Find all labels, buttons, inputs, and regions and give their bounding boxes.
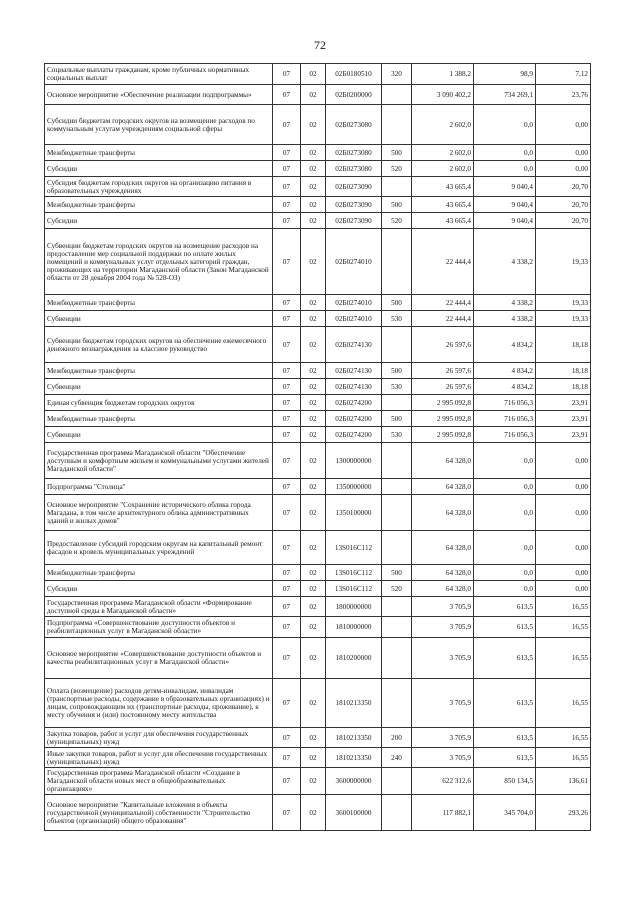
approved-amount: 64 328,0: [412, 479, 474, 495]
table-row: [45, 411, 591, 427]
executed-amount: 4 834,2: [474, 379, 536, 395]
table-row: [45, 295, 591, 311]
executed-amount: 613,5: [474, 638, 536, 679]
row-name: Государственная программа Магаданской области «Формирование доступной среды в Магаданской области»: [45, 597, 273, 617]
expense-type-code: [382, 229, 412, 295]
section-code: 07: [273, 145, 301, 161]
expense-type-code: 520: [382, 213, 412, 229]
table-row: [45, 85, 591, 105]
subsection-code: 02: [301, 395, 326, 411]
table-row: [45, 597, 591, 617]
subsection-code: 02: [301, 617, 326, 638]
section-code: 07: [273, 581, 301, 597]
execution-percent: 20,70: [536, 197, 591, 213]
row-name: Субвенции: [45, 427, 273, 443]
section-code: 07: [273, 479, 301, 495]
subsection-code: 02: [301, 177, 326, 197]
execution-percent: 19,33: [536, 229, 591, 295]
subsection-code: 02: [301, 161, 326, 177]
approved-amount: 3 705,9: [412, 638, 474, 679]
executed-amount: 0,0: [474, 565, 536, 581]
row-name: Субсидии: [45, 161, 273, 177]
table-row: [45, 64, 591, 85]
target-article-code: 02Б0274200: [326, 411, 382, 427]
table-row: [45, 363, 591, 379]
approved-amount: 64 328,0: [412, 581, 474, 597]
target-article-code: 1350000000: [326, 479, 382, 495]
row-name: Государственная программа Магаданской области "Обеспечение доступным и комфортным жильем и коммунальными услугами жителей Магаданской области": [45, 443, 273, 479]
budget-table: [44, 63, 591, 831]
executed-amount: 0,0: [474, 105, 536, 145]
table-row: [45, 105, 591, 145]
table-row: [45, 531, 591, 565]
row-name: Основное мероприятие «Совершенствование доступности объектов и качества реабилитационных услуг в Магаданской области»: [45, 638, 273, 679]
target-article-code: 1810213350: [326, 748, 382, 768]
subsection-code: 02: [301, 638, 326, 679]
table-row: [45, 617, 591, 638]
expense-type-code: [382, 177, 412, 197]
executed-amount: 9 040,4: [474, 213, 536, 229]
execution-percent: 0,00: [536, 145, 591, 161]
subsection-code: 02: [301, 581, 326, 597]
subsection-code: 02: [301, 597, 326, 617]
target-article-code: 02Б0274130: [326, 363, 382, 379]
section-code: 07: [273, 411, 301, 427]
approved-amount: 3 705,9: [412, 728, 474, 748]
row-name: Субвенции: [45, 311, 273, 327]
subsection-code: 02: [301, 105, 326, 145]
table-row: [45, 213, 591, 229]
subsection-code: 02: [301, 768, 326, 795]
section-code: 07: [273, 531, 301, 565]
executed-amount: 716 056,3: [474, 411, 536, 427]
subsection-code: 02: [301, 748, 326, 768]
expense-type-code: 240: [382, 748, 412, 768]
target-article-code: 1300000000: [326, 443, 382, 479]
row-name: Оплата (возмещение) расходов детям-инвалидам, инвалидам (транспортные расходы, содержание в образовательных организациях) и лицам, сопровождающим их (транспортные расходы, проживание), к месту обучения и (или) постоянному месту жительства: [45, 679, 273, 728]
executed-amount: 613,5: [474, 597, 536, 617]
expense-type-code: 200: [382, 728, 412, 748]
subsection-code: 02: [301, 311, 326, 327]
target-article-code: 1810200000: [326, 638, 382, 679]
target-article-code: 02Б0274200: [326, 395, 382, 411]
subsection-code: 02: [301, 795, 326, 831]
executed-amount: 734 269,1: [474, 85, 536, 105]
table-row: [45, 427, 591, 443]
target-article-code: 02Б0274010: [326, 311, 382, 327]
expense-type-code: [382, 105, 412, 145]
executed-amount: 613,5: [474, 748, 536, 768]
expense-type-code: 500: [382, 295, 412, 311]
subsection-code: 02: [301, 295, 326, 311]
approved-amount: 3 090 402,2: [412, 85, 474, 105]
subsection-code: 02: [301, 411, 326, 427]
execution-percent: 0,00: [536, 105, 591, 145]
table-row: [45, 161, 591, 177]
subsection-code: 02: [301, 427, 326, 443]
row-name: Государственная программа Магаданской области «Создание в Магаданской области новых мест в общеобразовательных организациях»: [45, 768, 273, 795]
subsection-code: 02: [301, 479, 326, 495]
section-code: 07: [273, 427, 301, 443]
row-name: Подпрограмма «Совершенствование доступности объектов и реабилитационных услуг в Магаданской области»: [45, 617, 273, 638]
executed-amount: 716 056,3: [474, 427, 536, 443]
approved-amount: 64 328,0: [412, 531, 474, 565]
execution-percent: 16,55: [536, 597, 591, 617]
approved-amount: 3 705,9: [412, 679, 474, 728]
table-row: [45, 197, 591, 213]
target-article-code: 1350100000: [326, 495, 382, 531]
expense-type-code: [382, 531, 412, 565]
section-code: 07: [273, 795, 301, 831]
target-article-code: 02Б0273090: [326, 177, 382, 197]
table-row: [45, 638, 591, 679]
section-code: 07: [273, 295, 301, 311]
target-article-code: 02Б0273090: [326, 197, 382, 213]
execution-percent: 16,55: [536, 728, 591, 748]
target-article-code: 1810213350: [326, 679, 382, 728]
expense-type-code: [382, 395, 412, 411]
target-article-code: 02Б0274200: [326, 427, 382, 443]
executed-amount: 613,5: [474, 679, 536, 728]
section-code: 07: [273, 363, 301, 379]
subsection-code: 02: [301, 327, 326, 363]
row-name: Социальные выплаты гражданам, кроме публичных нормативных социальных выплат: [45, 64, 273, 85]
row-name: Субвенции бюджетам городских округов на возмещение расходов на предоставление мер социальной поддержки по оплате жилых помещений и коммунальных услуг отдельных категорий граждан, проживающих на территории Магаданской области (Закон Магаданской области от 28 декабря 2004 года № 528-ОЗ): [45, 229, 273, 295]
executed-amount: 0,0: [474, 145, 536, 161]
expense-type-code: [382, 443, 412, 479]
execution-percent: 23,76: [536, 85, 591, 105]
execution-percent: 18,18: [536, 327, 591, 363]
expense-type-code: [382, 795, 412, 831]
subsection-code: 02: [301, 379, 326, 395]
target-article-code: 1800000000: [326, 597, 382, 617]
executed-amount: 0,0: [474, 495, 536, 531]
row-name: Единая субвенция бюджетам городских округов: [45, 395, 273, 411]
approved-amount: 2 602,0: [412, 161, 474, 177]
expense-type-code: 500: [382, 363, 412, 379]
executed-amount: 4 834,2: [474, 327, 536, 363]
expense-type-code: [382, 495, 412, 531]
executed-amount: 9 040,4: [474, 197, 536, 213]
target-article-code: 13S016C112: [326, 581, 382, 597]
approved-amount: 26 597,6: [412, 327, 474, 363]
target-article-code: 02Б0273080: [326, 161, 382, 177]
executed-amount: 716 056,3: [474, 395, 536, 411]
table-row: [45, 145, 591, 161]
section-code: 07: [273, 197, 301, 213]
row-name: Межбюджетные трансферты: [45, 197, 273, 213]
executed-amount: 0,0: [474, 581, 536, 597]
executed-amount: 4 338,2: [474, 311, 536, 327]
section-code: 07: [273, 64, 301, 85]
row-name: Межбюджетные трансферты: [45, 565, 273, 581]
expense-type-code: 500: [382, 565, 412, 581]
table-row: [45, 327, 591, 363]
expense-type-code: [382, 679, 412, 728]
table-row: [45, 495, 591, 531]
target-article-code: 1810000000: [326, 617, 382, 638]
subsection-code: 02: [301, 363, 326, 379]
executed-amount: 4 338,2: [474, 295, 536, 311]
section-code: 07: [273, 638, 301, 679]
execution-percent: 293,26: [536, 795, 591, 831]
subsection-code: 02: [301, 679, 326, 728]
expense-type-code: 500: [382, 411, 412, 427]
execution-percent: 23,91: [536, 411, 591, 427]
approved-amount: 3 705,9: [412, 597, 474, 617]
target-article-code: 1810213350: [326, 728, 382, 748]
section-code: 07: [273, 748, 301, 768]
execution-percent: 0,00: [536, 565, 591, 581]
row-name: Иные закупки товаров, работ и услуг для обеспечения государственных (муниципальных) нужд: [45, 748, 273, 768]
row-name: Межбюджетные трансферты: [45, 145, 273, 161]
section-code: 07: [273, 768, 301, 795]
execution-percent: 7,12: [536, 64, 591, 85]
target-article-code: 02Б0274130: [326, 379, 382, 395]
target-article-code: 3600000000: [326, 768, 382, 795]
section-code: 07: [273, 311, 301, 327]
execution-percent: 16,55: [536, 638, 591, 679]
table-row: [45, 479, 591, 495]
row-name: Субвенции бюджетам городских округов на обеспечение ежемесячного денежного вознаграждения за классное руководство: [45, 327, 273, 363]
table-row: [45, 581, 591, 597]
approved-amount: 117 882,1: [412, 795, 474, 831]
expense-type-code: [382, 617, 412, 638]
executed-amount: 613,5: [474, 728, 536, 748]
table-row: [45, 679, 591, 728]
row-name: Субсидии: [45, 213, 273, 229]
section-code: 07: [273, 728, 301, 748]
row-name: Предоставление субсидий городским округам на капитальный ремонт фасадов и кровель муниципальных учреждений: [45, 531, 273, 565]
subsection-code: 02: [301, 85, 326, 105]
execution-percent: 20,70: [536, 177, 591, 197]
table-row: [45, 728, 591, 748]
execution-percent: 23,91: [536, 427, 591, 443]
target-article-code: 02Б0273090: [326, 213, 382, 229]
approved-amount: 43 665,4: [412, 197, 474, 213]
row-name: Межбюджетные трансферты: [45, 411, 273, 427]
execution-percent: 20,70: [536, 213, 591, 229]
row-name: Межбюджетные трансферты: [45, 363, 273, 379]
executed-amount: 850 134,5: [474, 768, 536, 795]
executed-amount: 9 040,4: [474, 177, 536, 197]
approved-amount: 64 328,0: [412, 443, 474, 479]
row-name: Субвенции: [45, 379, 273, 395]
target-article-code: 13S016C112: [326, 565, 382, 581]
row-name: Закупка товаров, работ и услуг для обеспечения государственных (муниципальных) нужд: [45, 728, 273, 748]
execution-percent: 0,00: [536, 161, 591, 177]
approved-amount: 1 388,2: [412, 64, 474, 85]
row-name: Межбюджетные трансферты: [45, 295, 273, 311]
expense-type-code: 500: [382, 145, 412, 161]
row-name: Основное мероприятие «Обеспечение реализации подпрограммы»: [45, 85, 273, 105]
target-article-code: 02Б0274130: [326, 327, 382, 363]
execution-percent: 16,55: [536, 617, 591, 638]
page-number: 72: [314, 38, 326, 52]
approved-amount: 26 597,6: [412, 363, 474, 379]
target-article-code: 13S016C112: [326, 531, 382, 565]
expense-type-code: 520: [382, 161, 412, 177]
execution-percent: 19,33: [536, 311, 591, 327]
target-article-code: 02Б0273080: [326, 105, 382, 145]
approved-amount: 22 444,4: [412, 229, 474, 295]
target-article-code: 02Б0274010: [326, 229, 382, 295]
expense-type-code: [382, 85, 412, 105]
subsection-code: 02: [301, 443, 326, 479]
executed-amount: 345 704,0: [474, 795, 536, 831]
row-name: Субсидия бюджетам городских округов на организацию питания в образовательных учреждениях: [45, 177, 273, 197]
approved-amount: 2 602,0: [412, 105, 474, 145]
approved-amount: 43 665,4: [412, 213, 474, 229]
approved-amount: 22 444,4: [412, 295, 474, 311]
target-article-code: 02Б0200000: [326, 85, 382, 105]
execution-percent: 18,18: [536, 379, 591, 395]
executed-amount: 4 338,2: [474, 229, 536, 295]
execution-percent: 16,55: [536, 748, 591, 768]
expense-type-code: [382, 638, 412, 679]
table-row: [45, 229, 591, 295]
execution-percent: 19,33: [536, 295, 591, 311]
table-row: [45, 311, 591, 327]
table-row: [45, 177, 591, 197]
approved-amount: 2 602,0: [412, 145, 474, 161]
section-code: 07: [273, 617, 301, 638]
subsection-code: 02: [301, 565, 326, 581]
table-row: [45, 395, 591, 411]
row-name: Основное мероприятие "Капитальные вложения в объекты государственной (муниципальной) собственности "Строительство объектов (организаций) общего образования": [45, 795, 273, 831]
subsection-code: 02: [301, 145, 326, 161]
execution-percent: 136,61: [536, 768, 591, 795]
budget-table-body: [45, 64, 591, 831]
section-code: 07: [273, 495, 301, 531]
approved-amount: 622 312,6: [412, 768, 474, 795]
target-article-code: 3600100000: [326, 795, 382, 831]
section-code: 07: [273, 679, 301, 728]
approved-amount: 2 995 092,8: [412, 395, 474, 411]
execution-percent: 0,00: [536, 479, 591, 495]
executed-amount: 0,0: [474, 479, 536, 495]
executed-amount: 0,0: [474, 161, 536, 177]
execution-percent: 0,00: [536, 443, 591, 479]
table-row: [45, 768, 591, 795]
expense-type-code: [382, 479, 412, 495]
section-code: 07: [273, 379, 301, 395]
section-code: 07: [273, 229, 301, 295]
expense-type-code: [382, 768, 412, 795]
subsection-code: 02: [301, 197, 326, 213]
target-article-code: 02Б0180510: [326, 64, 382, 85]
executed-amount: 4 834,2: [474, 363, 536, 379]
execution-percent: 0,00: [536, 581, 591, 597]
subsection-code: 02: [301, 64, 326, 85]
subsection-code: 02: [301, 495, 326, 531]
table-row: [45, 565, 591, 581]
section-code: 07: [273, 105, 301, 145]
expense-type-code: 530: [382, 311, 412, 327]
expense-type-code: 500: [382, 197, 412, 213]
expense-type-code: 520: [382, 581, 412, 597]
execution-percent: 18,18: [536, 363, 591, 379]
section-code: 07: [273, 213, 301, 229]
expense-type-code: [382, 597, 412, 617]
section-code: 07: [273, 395, 301, 411]
executed-amount: 0,0: [474, 531, 536, 565]
approved-amount: 64 328,0: [412, 565, 474, 581]
table-row: [45, 443, 591, 479]
row-name: Основное мероприятие "Сохранение исторического облика города Магадана, в том числе архитектурного облика административных зданий и жилых домов": [45, 495, 273, 531]
execution-percent: 0,00: [536, 495, 591, 531]
row-name: Подпрограмма "Столица": [45, 479, 273, 495]
subsection-code: 02: [301, 728, 326, 748]
approved-amount: 43 665,4: [412, 177, 474, 197]
table-row: [45, 379, 591, 395]
table-row: [45, 748, 591, 768]
subsection-code: 02: [301, 213, 326, 229]
target-article-code: 02Б0274010: [326, 295, 382, 311]
approved-amount: 2 995 092,8: [412, 411, 474, 427]
approved-amount: 64 328,0: [412, 495, 474, 531]
approved-amount: 2 995 092,8: [412, 427, 474, 443]
expense-type-code: 320: [382, 64, 412, 85]
approved-amount: 26 597,6: [412, 379, 474, 395]
execution-percent: 0,00: [536, 531, 591, 565]
expense-type-code: [382, 327, 412, 363]
execution-percent: 16,55: [536, 679, 591, 728]
section-code: 07: [273, 565, 301, 581]
section-code: 07: [273, 85, 301, 105]
subsection-code: 02: [301, 229, 326, 295]
table-row: [45, 795, 591, 831]
section-code: 07: [273, 597, 301, 617]
executed-amount: 0,0: [474, 443, 536, 479]
row-name: Субсидии: [45, 581, 273, 597]
section-code: 07: [273, 177, 301, 197]
approved-amount: 22 444,4: [412, 311, 474, 327]
section-code: 07: [273, 327, 301, 363]
executed-amount: 98,9: [474, 64, 536, 85]
expense-type-code: 530: [382, 427, 412, 443]
section-code: 07: [273, 161, 301, 177]
execution-percent: 23,91: [536, 395, 591, 411]
row-name: Субсидии бюджетам городских округов на возмещение расходов по коммунальным услугам учреждениям социальной сферы: [45, 105, 273, 145]
executed-amount: 613,5: [474, 617, 536, 638]
section-code: 07: [273, 443, 301, 479]
approved-amount: 3 705,9: [412, 748, 474, 768]
expense-type-code: 530: [382, 379, 412, 395]
approved-amount: 3 705,9: [412, 617, 474, 638]
subsection-code: 02: [301, 531, 326, 565]
target-article-code: 02Б0273080: [326, 145, 382, 161]
